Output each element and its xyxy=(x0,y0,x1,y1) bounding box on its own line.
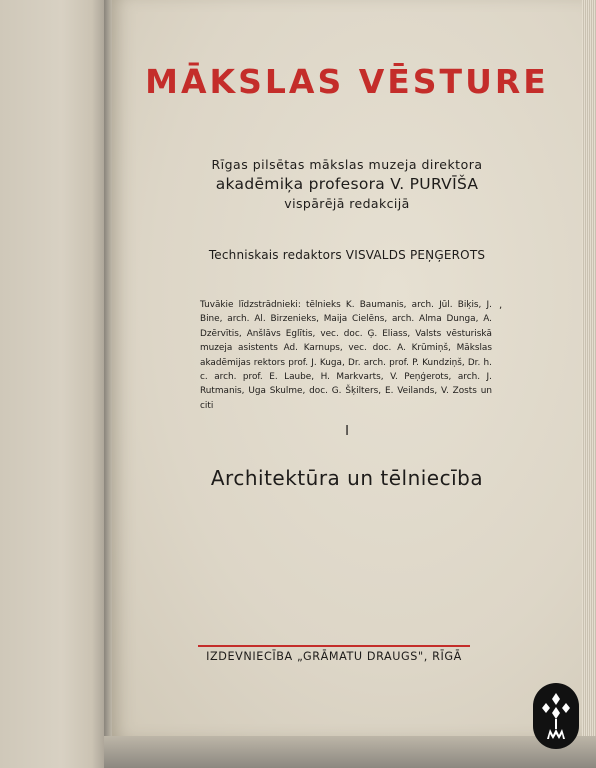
book-title: MĀKSLAS VĒSTURE xyxy=(145,62,549,101)
editor-line-2: akadēmiķa profesora V. PURVĪŠA xyxy=(215,175,479,193)
volume-numeral: I xyxy=(345,424,349,439)
technical-editor: Techniskais redaktors VISVALDS PEŅĢEROTS xyxy=(208,248,486,262)
volume-title: Architektūra un tēlniecība xyxy=(210,466,484,490)
left-page xyxy=(0,0,112,768)
book-bottom-edge xyxy=(104,736,596,768)
publisher-rule xyxy=(198,645,470,647)
logo-icon xyxy=(533,683,579,749)
contributors-paragraph: Tuvākie līdzstrādnieki: tēlnieks K. Baumanis, arch. Jūl. Biķis, J. Bine, arch. Al. Birzenieks, Maija Cielēns, arch. Alma Dunga, A. Dzērvītis, Anšlāvs Eglītis, vec. doc. Ģ. Eliass, Valsts vēsturiskā muzeja asistents Ad. Karnups, vec. doc. A. Krūmiņš, Mākslas akadēmijas rektors prof. J. Kuga, Dr. arch. prof. P. Kundziņš, Dr. h. c. arch. prof. E. Laube, H. Markvarts, V. Peņģerots, arch. J. Rutmanis, Uga Skulme, doc. G. Šķilters, E. Veilands, V. Zosts un citi xyxy=(200,300,492,411)
editor-line-3: vispārējā redakcijā xyxy=(284,196,410,211)
editor-line-1: Rīgas pilsētas mākslas muzeja direktora xyxy=(211,157,483,172)
publisher-line: IZDEVNIECĪBA „GRĀMATU DRAUGS", RĪGĀ xyxy=(206,650,462,663)
ink-mark: , xyxy=(499,300,503,311)
page-edge xyxy=(582,0,596,740)
